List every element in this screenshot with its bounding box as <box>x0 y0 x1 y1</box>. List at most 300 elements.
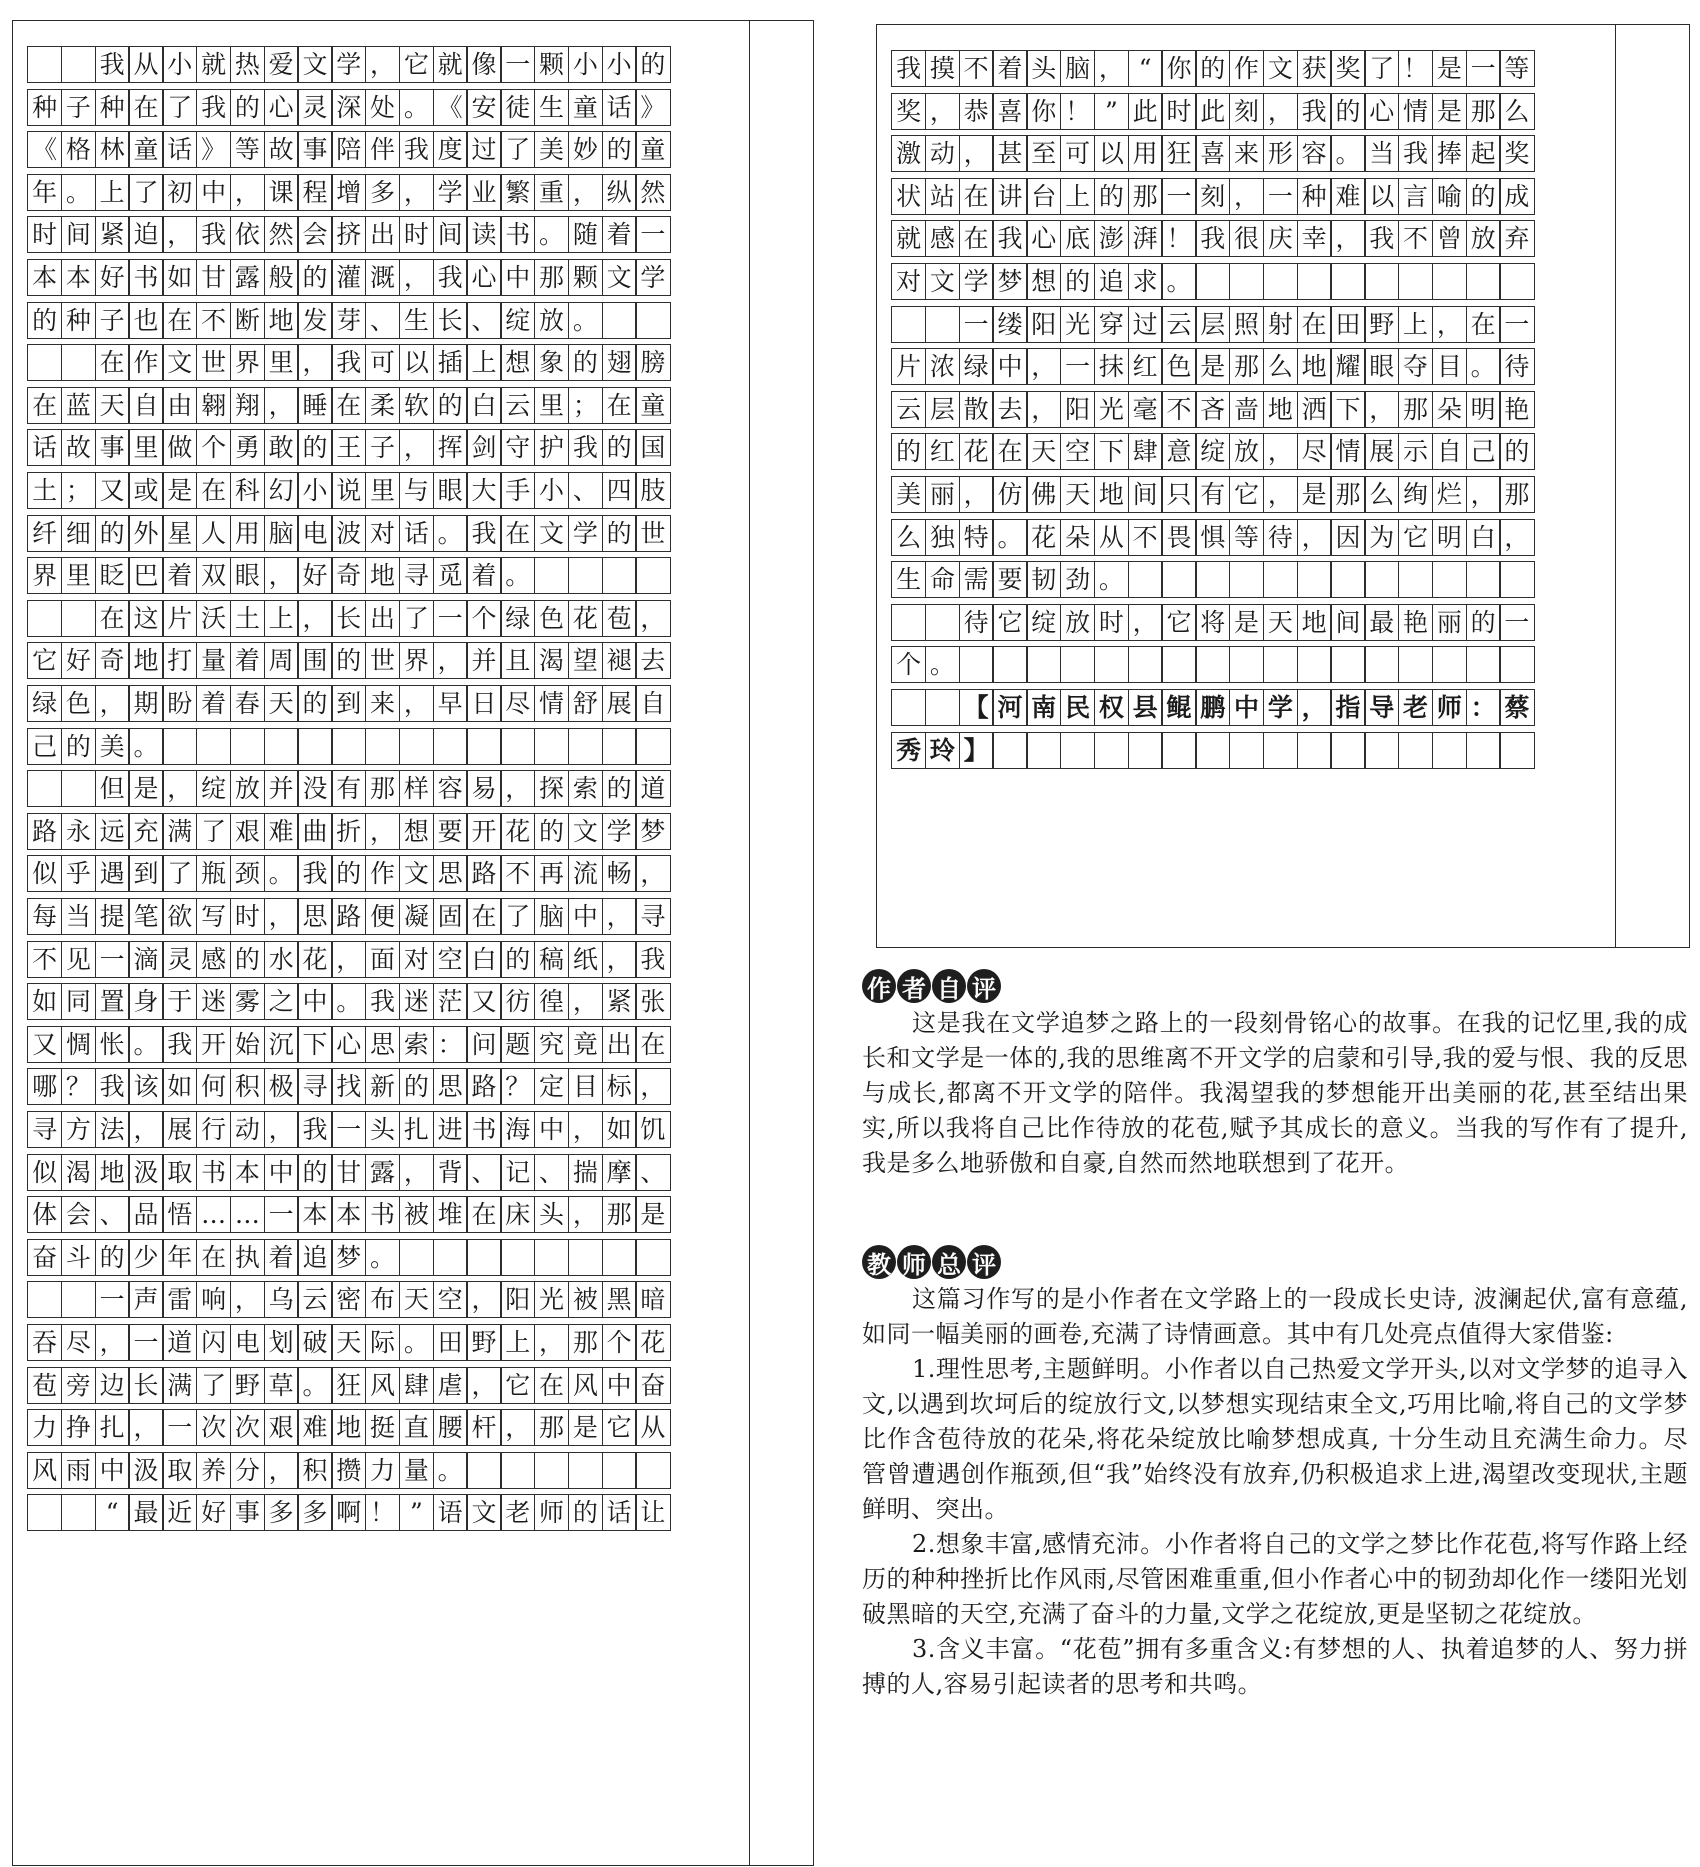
grid-cell: 己 <box>1466 433 1501 470</box>
grid-cell <box>635 1452 670 1489</box>
grid-cell: 种 <box>1297 178 1332 215</box>
grid-cell: 里 <box>128 429 163 466</box>
grid-cell: 。 <box>433 1452 468 1489</box>
grid-cell <box>1432 646 1467 683</box>
grid-cell: 好 <box>196 1494 231 1531</box>
grid-cell: 、 <box>534 1154 569 1191</box>
grid-cell: 安 <box>466 89 501 126</box>
grid-cell: 光 <box>534 1281 569 1318</box>
grid-cell: 白 <box>466 387 501 424</box>
grid-cell: 且 <box>500 642 535 679</box>
grid-cell: 。 <box>1094 561 1129 598</box>
grid-cell: 在 <box>466 898 501 935</box>
grid-cell: 新 <box>365 1068 400 1105</box>
grid-cell: 吞 <box>27 1324 62 1361</box>
grid-cell: 笔 <box>128 898 163 935</box>
grid-cell: 在 <box>95 344 130 381</box>
grid-cell: 或 <box>128 472 163 509</box>
grid-cell: 事 <box>230 1494 265 1531</box>
grid-cell: 的 <box>61 728 96 765</box>
grid-cell <box>27 46 62 83</box>
grid-cell <box>1364 646 1399 683</box>
grid-cell: 弃 <box>1499 220 1534 257</box>
grid-cell: 的 <box>1195 50 1230 87</box>
grid-cell: 它 <box>1161 604 1196 641</box>
grid-cell: 世 <box>196 344 231 381</box>
grid-cell: 学 <box>1263 689 1298 726</box>
grid-cell <box>399 1239 434 1276</box>
grid-cell: ， <box>534 1324 569 1361</box>
grid-cell: ， <box>1263 476 1298 513</box>
grid-cell <box>1195 732 1230 769</box>
grid-cell: 颗 <box>568 259 603 296</box>
grid-cell: 是 <box>1229 604 1264 641</box>
grid-cell: 时 <box>230 898 265 935</box>
right-sheet-margin-line <box>1615 25 1616 947</box>
grid-cell: 界 <box>230 344 265 381</box>
left-sheet-margin-line <box>749 21 750 1865</box>
grid-cell <box>1128 732 1163 769</box>
grid-cell: 感 <box>925 220 960 257</box>
grid-cell: 头 <box>365 1111 400 1148</box>
grid-cell: 黑 <box>602 1281 637 1318</box>
grid-cell <box>1060 646 1095 683</box>
grid-row <box>891 689 1533 726</box>
grid-cell: ， <box>128 1111 163 1148</box>
grid-cell: ， <box>1026 391 1061 428</box>
grid-row <box>891 561 1533 598</box>
grid-row <box>27 813 669 850</box>
grid-cell: 放 <box>230 770 265 807</box>
grid-cell: 成 <box>1499 178 1534 215</box>
grid-cell: ， <box>959 135 994 172</box>
grid-cell: 中 <box>992 348 1027 385</box>
grid-cell: 欲 <box>162 898 197 935</box>
grid-cell <box>1094 646 1129 683</box>
grid-cell <box>1297 732 1332 769</box>
grid-cell: 对 <box>891 263 926 300</box>
grid-cell: 那 <box>365 770 400 807</box>
grid-cell <box>399 728 434 765</box>
grid-cell: 绿 <box>959 348 994 385</box>
grid-cell: 充 <box>128 813 163 850</box>
grid-cell: 种 <box>61 302 96 339</box>
grid-cell <box>230 728 265 765</box>
grid-cell: 花 <box>500 813 535 850</box>
grid-cell <box>891 604 926 641</box>
grid-cell: 色 <box>1161 348 1196 385</box>
grid-cell: 好 <box>297 557 332 594</box>
grid-cell: ， <box>635 1068 670 1105</box>
grid-cell <box>1060 732 1095 769</box>
grid-cell: 耀 <box>1330 348 1365 385</box>
grid-cell: 风 <box>568 1367 603 1404</box>
grid-cell: 是 <box>1195 348 1230 385</box>
grid-cell: 文 <box>466 1494 501 1531</box>
grid-cell: 我 <box>297 855 332 892</box>
grid-cell: 容 <box>1297 135 1332 172</box>
grid-cell: 下 <box>1330 391 1365 428</box>
grid-cell: 阳 <box>500 1281 535 1318</box>
grid-cell: 难 <box>264 813 299 850</box>
grid-cell: ， <box>230 174 265 211</box>
grid-cell: 随 <box>568 216 603 253</box>
grid-cell: 夺 <box>1398 348 1433 385</box>
grid-cell <box>1229 646 1264 683</box>
grid-row <box>27 1196 669 1233</box>
grid-cell: 好 <box>61 642 96 679</box>
grid-cell: 会 <box>297 216 332 253</box>
grid-cell: 被 <box>568 1281 603 1318</box>
grid-cell: 长 <box>331 600 366 637</box>
grid-cell <box>1364 561 1399 598</box>
grid-cell: 、 <box>466 1154 501 1191</box>
grid-cell: 片 <box>162 600 197 637</box>
grid-cell: 年 <box>162 1239 197 1276</box>
grid-cell: 时 <box>1161 93 1196 130</box>
grid-cell: 文 <box>534 515 569 552</box>
grid-cell: 问 <box>466 1026 501 1063</box>
grid-cell: 云 <box>1161 306 1196 343</box>
grid-cell: 张 <box>635 983 670 1020</box>
grid-cell: 也 <box>128 302 163 339</box>
grid-cell: 。 <box>1161 263 1196 300</box>
grid-cell: 话 <box>399 515 434 552</box>
grid-cell: 在 <box>959 220 994 257</box>
grid-cell: 剑 <box>466 429 501 466</box>
grid-cell: 等 <box>1499 50 1534 87</box>
grid-cell: 云 <box>297 1281 332 1318</box>
grid-cell: 肆 <box>399 1367 434 1404</box>
grid-cell: 灵 <box>162 941 197 978</box>
grid-cell: 当 <box>61 898 96 935</box>
grid-cell: ， <box>602 941 637 978</box>
grid-cell: 我 <box>1297 93 1332 130</box>
grid-cell: 风 <box>27 1452 62 1489</box>
grid-cell: 上 <box>264 600 299 637</box>
grid-cell: 展 <box>1364 433 1399 470</box>
grid-cell: 获 <box>1297 50 1332 87</box>
grid-cell: ， <box>230 1281 265 1318</box>
grid-cell: 了 <box>500 898 535 935</box>
grid-cell: 故 <box>61 429 96 466</box>
grid-cell: 最 <box>128 1494 163 1531</box>
heading-badge-char: 评 <box>967 969 1001 1003</box>
grid-cell: 热 <box>230 46 265 83</box>
grid-cell: 少 <box>128 1239 163 1276</box>
grid-cell: 缕 <box>992 306 1027 343</box>
grid-cell: 里 <box>365 472 400 509</box>
grid-row <box>27 600 669 637</box>
grid-cell: 师 <box>1432 689 1467 726</box>
grid-cell: “ <box>95 1494 130 1531</box>
grid-cell: 流 <box>568 855 603 892</box>
grid-row <box>27 344 669 381</box>
grid-cell: 片 <box>891 348 926 385</box>
grid-cell: 县 <box>1128 689 1163 726</box>
grid-cell: ！ <box>365 1494 400 1531</box>
grid-cell: ， <box>602 898 637 935</box>
grid-cell: 动 <box>230 1111 265 1148</box>
grid-cell: 的 <box>602 131 637 168</box>
grid-cell: 颈 <box>230 855 265 892</box>
grid-cell: 尽 <box>1297 433 1332 470</box>
grid-cell <box>534 1239 569 1276</box>
grid-cell: 直 <box>399 1409 434 1446</box>
grid-cell: 梦 <box>992 263 1027 300</box>
grid-cell: 守 <box>500 429 535 466</box>
grid-cell: 》 <box>196 131 231 168</box>
grid-cell: 花 <box>1026 519 1061 556</box>
grid-row <box>891 646 1533 683</box>
grid-cell: 曲 <box>297 813 332 850</box>
grid-cell: 文 <box>162 344 197 381</box>
grid-cell: 。 <box>61 174 96 211</box>
grid-cell: 土 <box>230 600 265 637</box>
grid-cell: 事 <box>297 131 332 168</box>
grid-cell: 丽 <box>925 476 960 513</box>
grid-cell: 曾 <box>1432 220 1467 257</box>
grid-cell: ， <box>925 93 960 130</box>
grid-cell: 地 <box>95 1154 130 1191</box>
grid-cell: 身 <box>128 983 163 1020</box>
grid-cell <box>1094 732 1129 769</box>
grid-cell <box>466 1452 501 1489</box>
grid-cell <box>500 1239 535 1276</box>
grid-row <box>27 1154 669 1191</box>
grid-cell: 中 <box>602 1367 637 1404</box>
grid-cell: 沃 <box>196 600 231 637</box>
grid-cell: 它 <box>1398 519 1433 556</box>
grid-cell: 究 <box>534 1026 569 1063</box>
left-grid-sheet <box>12 20 814 1866</box>
grid-cell: ， <box>568 174 603 211</box>
grid-cell: 需 <box>959 561 994 598</box>
grid-cell <box>1195 561 1230 598</box>
grid-cell: 斗 <box>61 1239 96 1276</box>
grid-cell: 让 <box>635 1494 670 1531</box>
grid-cell: 有 <box>1195 476 1230 513</box>
grid-cell <box>1499 263 1534 300</box>
grid-cell: 花 <box>635 1324 670 1361</box>
grid-cell: 学 <box>635 259 670 296</box>
grid-cell: 行 <box>196 1111 231 1148</box>
grid-cell: 柔 <box>365 387 400 424</box>
grid-cell: 、 <box>635 1154 670 1191</box>
grid-cell: 紧 <box>95 216 130 253</box>
grid-cell: 在 <box>1297 306 1332 343</box>
grid-cell: 美 <box>891 476 926 513</box>
grid-cell: 何 <box>196 1068 231 1105</box>
grid-cell: 。 <box>399 1324 434 1361</box>
grid-cell: 程 <box>297 174 332 211</box>
grid-cell: 是 <box>635 1196 670 1233</box>
grid-cell: 积 <box>230 1068 265 1105</box>
grid-cell: 就 <box>196 46 231 83</box>
grid-cell: ， <box>1128 604 1163 641</box>
grid-cell: 与 <box>399 472 434 509</box>
grid-cell: 上 <box>95 174 130 211</box>
grid-cell: 然 <box>264 216 299 253</box>
grid-cell: 扎 <box>399 1111 434 1148</box>
grid-cell <box>635 728 670 765</box>
grid-cell: 床 <box>500 1196 535 1233</box>
grid-cell: 一 <box>1499 604 1534 641</box>
grid-cell: 一 <box>1060 348 1095 385</box>
grid-cell: 望 <box>568 642 603 679</box>
grid-cell: 不 <box>1161 391 1196 428</box>
grid-cell: 独 <box>925 519 960 556</box>
grid-cell: 固 <box>433 898 468 935</box>
grid-cell: 它 <box>399 46 434 83</box>
grid-cell: 我 <box>365 983 400 1020</box>
grid-row <box>891 476 1533 513</box>
grid-cell: 、 <box>568 472 603 509</box>
grid-cell: ， <box>1094 50 1129 87</box>
grid-cell: 抹 <box>1094 348 1129 385</box>
grid-cell: 苞 <box>602 600 637 637</box>
grid-cell <box>1466 263 1501 300</box>
grid-cell: 绽 <box>1195 433 1230 470</box>
grid-cell: 科 <box>230 472 265 509</box>
grid-cell: ， <box>959 476 994 513</box>
grid-cell: 乌 <box>264 1281 299 1318</box>
grid-cell <box>466 728 501 765</box>
grid-cell: 。 <box>399 89 434 126</box>
grid-cell: 野 <box>1364 306 1399 343</box>
grid-cell: 《 <box>27 131 62 168</box>
grid-cell: ； <box>568 387 603 424</box>
teacher-comment-point-1: 1.理性思考,主题鲜明。小作者以自己热爱文学开头,以对文学梦的追寻入文,以遇到坎坷后的绽放行文,以梦想实现结束全文,巧用比喻,将自己的文学梦比作含苞待放的花朵,将花朵绽放比喻梦想成真, 十分生动且充满生命力。尽管曾遭遇创作瓶颈,但“我”始终没有放弃,仍积极追求上进,渴望改变现状,主题鲜明、突出。 <box>862 1355 1688 1523</box>
grid-cell: 找 <box>331 1068 366 1105</box>
grid-cell: 出 <box>365 600 400 637</box>
grid-cell: 可 <box>365 344 400 381</box>
grid-cell: 喻 <box>1432 178 1467 215</box>
grid-cell: 一 <box>95 941 130 978</box>
grid-cell: 到 <box>331 685 366 722</box>
grid-cell: 。 <box>500 557 535 594</box>
grid-cell: 明 <box>1466 391 1501 428</box>
grid-cell: 奖 <box>1330 50 1365 87</box>
grid-cell: ， <box>399 429 434 466</box>
grid-cell: 目 <box>1432 348 1467 385</box>
grid-cell: 那 <box>1466 93 1501 130</box>
grid-cell: 艰 <box>264 1409 299 1446</box>
grid-cell <box>602 1239 637 1276</box>
grid-cell: 细 <box>61 515 96 552</box>
grid-cell: 天 <box>1060 476 1095 513</box>
grid-cell <box>1466 732 1501 769</box>
grid-cell: 毫 <box>1128 391 1163 428</box>
grid-cell: 文 <box>925 263 960 300</box>
grid-row <box>27 642 669 679</box>
grid-cell: 么 <box>891 519 926 556</box>
grid-cell: 当 <box>1364 135 1399 172</box>
grid-cell: 积 <box>297 1452 332 1489</box>
grid-row <box>27 898 669 935</box>
grid-cell: 梦 <box>331 1239 366 1276</box>
grid-cell: 汲 <box>128 1452 163 1489</box>
grid-cell: 艳 <box>1398 604 1433 641</box>
grid-cell <box>500 1452 535 1489</box>
grid-cell: 狂 <box>331 1367 366 1404</box>
grid-cell: 讲 <box>992 178 1027 215</box>
grid-cell: 很 <box>1229 220 1264 257</box>
grid-cell: 书 <box>466 1111 501 1148</box>
grid-cell: 怅 <box>95 1026 130 1063</box>
grid-cell: 一 <box>635 216 670 253</box>
grid-cell: 你 <box>1161 50 1196 87</box>
grid-cell: 在 <box>534 1367 569 1404</box>
grid-cell: 的 <box>1466 178 1501 215</box>
grid-cell <box>568 557 603 594</box>
grid-row <box>27 387 669 424</box>
grid-cell: 己 <box>27 728 62 765</box>
grid-cell: 鲲 <box>1161 689 1196 726</box>
grid-cell: 时 <box>1094 604 1129 641</box>
grid-cell: 田 <box>1330 306 1365 343</box>
grid-cell: 感 <box>196 941 231 978</box>
grid-cell: 围 <box>297 642 332 679</box>
grid-cell: 最 <box>1364 604 1399 641</box>
grid-cell: 进 <box>433 1111 468 1148</box>
grid-cell <box>602 1452 637 1489</box>
grid-cell: ， <box>264 387 299 424</box>
grid-cell: 日 <box>466 685 501 722</box>
grid-row <box>27 770 669 807</box>
grid-cell: 渴 <box>61 1154 96 1191</box>
heading-badge-char: 者 <box>897 969 931 1003</box>
grid-cell: 底 <box>1060 220 1095 257</box>
grid-cell: 个 <box>602 1324 637 1361</box>
grid-cell: 会 <box>61 1196 96 1233</box>
grid-cell: 早 <box>433 685 468 722</box>
grid-cell: 书 <box>365 1196 400 1233</box>
grid-cell: 繁 <box>500 174 535 211</box>
author-comment-heading <box>862 968 1688 1004</box>
grid-cell: 穿 <box>1094 306 1129 343</box>
grid-cell: 天 <box>95 387 130 424</box>
grid-cell: 上 <box>1060 178 1095 215</box>
grid-cell: 遇 <box>95 855 130 892</box>
grid-cell <box>925 604 960 641</box>
grid-cell: ， <box>1297 689 1332 726</box>
grid-cell: 用 <box>1128 135 1163 172</box>
grid-cell: 幸 <box>1297 220 1332 257</box>
grid-cell: 开 <box>196 1026 231 1063</box>
grid-cell: 用 <box>230 515 265 552</box>
grid-cell: 多 <box>264 1494 299 1531</box>
grid-cell: 话 <box>602 89 637 126</box>
grid-cell <box>1432 263 1467 300</box>
grid-cell: 一 <box>1161 178 1196 215</box>
grid-cell: 空 <box>1060 433 1095 470</box>
grid-row <box>27 429 669 466</box>
grid-cell <box>1432 732 1467 769</box>
grid-cell: 天 <box>1026 433 1061 470</box>
grid-cell <box>162 728 197 765</box>
grid-cell: 在 <box>27 387 62 424</box>
grid-cell: 奖 <box>891 93 926 130</box>
grid-cell: 眼 <box>1364 348 1399 385</box>
grid-cell: 稿 <box>534 941 569 978</box>
grid-cell: 不 <box>959 50 994 87</box>
grid-cell: 形 <box>1263 135 1298 172</box>
grid-cell: 空 <box>433 1281 468 1318</box>
grid-cell: 记 <box>500 1154 535 1191</box>
grid-cell: 的 <box>95 515 130 552</box>
grid-cell: 甘 <box>196 259 231 296</box>
